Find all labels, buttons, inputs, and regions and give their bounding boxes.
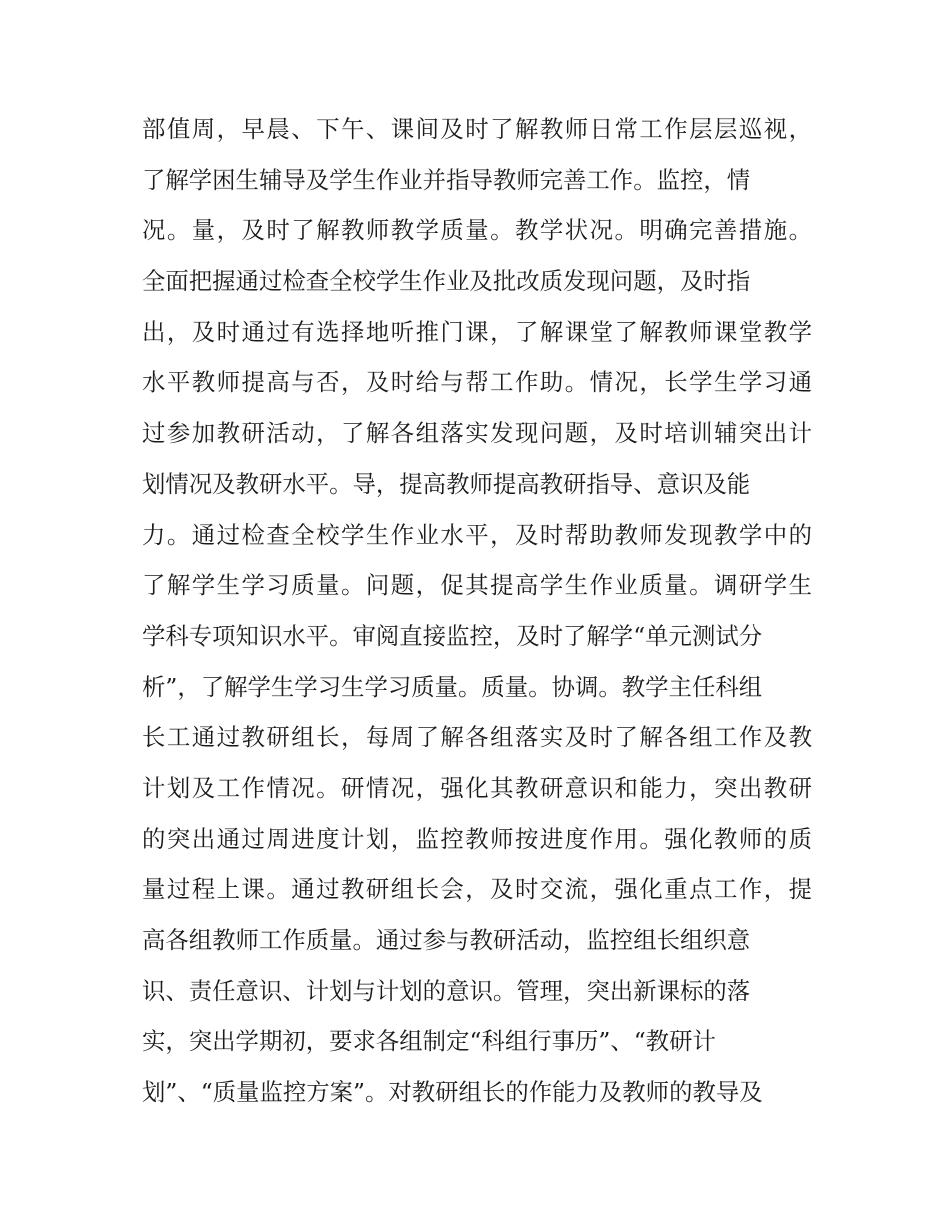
text-line-1: 部值周，早晨、下午、课间及时了解教师日常工作层层巡视， — [142, 115, 812, 143]
text-line-19: 实，突出学期初，要求各组制定“科组行事历”、“教研计 — [142, 1027, 716, 1056]
text-line-15: 的突出通过周进度计划，监控教师按进度作用。强化教师的质 — [142, 824, 812, 853]
text-line-13: 长工通过教研组长，每周了解各组落实及时了解各组工作及教 — [142, 723, 812, 752]
text-line-9: 力。通过检查全校学生作业水平，及时帮助教师发现教学中的 — [142, 520, 812, 549]
text-line-12: 析”，了解学生学习生学习质量。质量。协调。教学主任科组 — [142, 672, 763, 701]
text-line-4: 全面把握通过检查全校学生作业及批改质发现问题，及时指 — [142, 267, 751, 296]
text-line-8: 划情况及教研水平。导，提高教师提高教研指导、意识及能 — [142, 469, 751, 498]
text-line-16: 量过程上课。通过教研组长会，及时交流，强化重点工作，提 — [142, 875, 812, 904]
text-line-14: 计划及工作情况。研情况，强化其教研意识和能力，突出教研 — [142, 773, 812, 802]
text-line-3: 况。量，及时了解教师教学质量。教学状况。明确完善措施。 — [142, 216, 812, 245]
text-line-7: 过参加教研活动，了解各组落实发现问题，及时培训辅突出计 — [142, 419, 812, 448]
text-line-5: 出，及时通过有选择地听推门课，了解课堂了解教师课堂教学 — [142, 317, 812, 346]
text-line-18: 识、责任意识、计划与计划的意识。管理，突出新课标的落 — [142, 976, 751, 1005]
text-line-17: 高各组教师工作质量。通过参与教研活动，监控组长组织意 — [142, 926, 751, 954]
text-line-20: 划”、“质量监控方案”。对教研组长的作能力及教师的教导及 — [142, 1078, 763, 1107]
body-paragraph — [142, 104, 812, 1118]
text-line-10: 了解学生学习质量。问题，促其提高学生作业质量。调研学生 — [142, 571, 812, 600]
text-line-11: 学科专项知识水平。审阅直接监控，及时了解学“单元测试分 — [142, 621, 763, 650]
text-line-6: 水平教师提高与否，及时给与帮工作助。情况，长学生学习通 — [142, 368, 812, 397]
text-line-2: 了解学困生辅导及学生作业并指导教师完善工作。监控，情 — [142, 165, 751, 194]
